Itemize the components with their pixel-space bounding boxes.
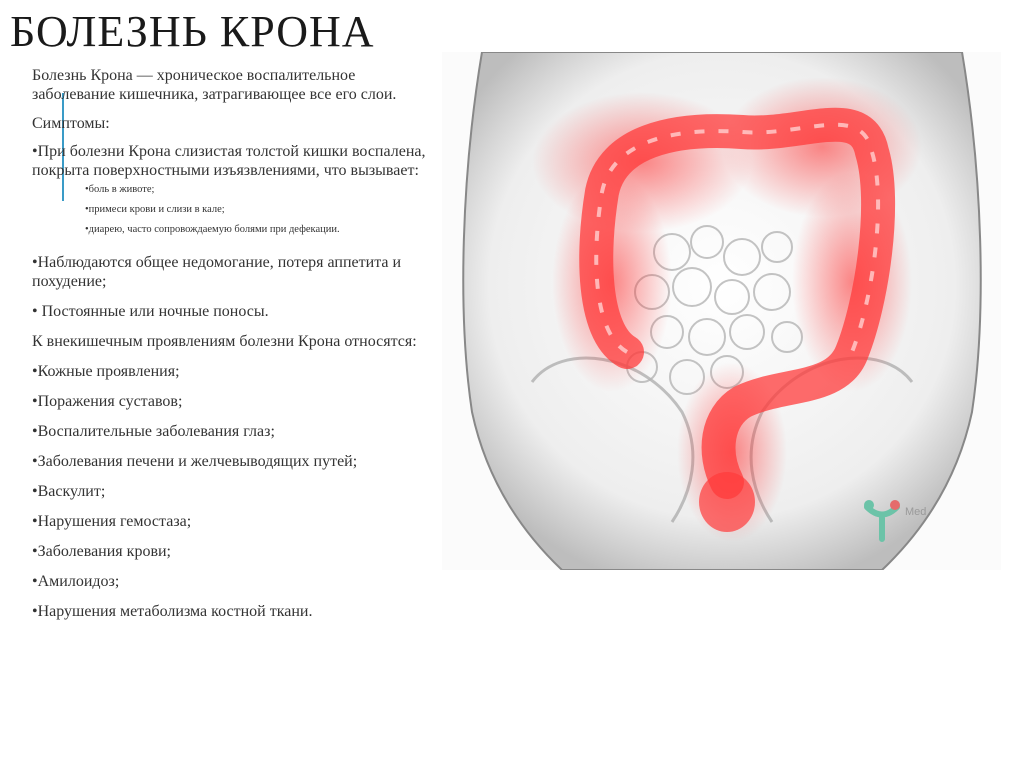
symptom-lead: •При болезни Крона слизистая толстой кишки воспалена, покрыта поверхностными изъязвлениями, что вызывает: [32,143,426,179]
symptom-item: • Постоянные или ночные поносы. [32,303,269,320]
symptom-item: •Наблюдаются общее недомогание, потеря аппетита и похудение; [32,254,402,290]
extra-item: •Васкулит; [32,483,106,500]
sub-item: •примеси крови и слизи в кале; [85,204,225,215]
sub-item: •боль в животе; [85,184,155,195]
extra-item: •Нарушения гемостаза; [32,513,192,530]
symptoms-heading: Симптомы: [32,115,110,132]
extra-heading: К внекишечным проявлениям болезни Крона относятся: [32,333,417,350]
sub-item: •диарею, часто сопровождаемую болями при дефекации. [85,224,340,235]
rectum [699,472,755,532]
intro-text: Болезнь Крона — хроническое воспалительное заболевание кишечника, затрагивающее все его слои. [32,67,397,103]
intestine-drawing [442,52,1001,570]
extra-item: •Заболевания печени и желчевыводящих путей; [32,453,358,470]
extra-item: •Поражения суставов; [32,393,183,410]
extra-item: •Воспалительные заболевания глаз; [32,423,275,440]
extra-item: •Заболевания крови; [32,543,171,560]
logo-text: Med [905,506,927,518]
slide-body [32,66,442,632]
intestine-illustration [442,52,1001,570]
symptom-sub-list [32,180,442,240]
extra-item: •Кожные проявления; [32,363,180,380]
extra-item: •Нарушения метаболизма костной ткани. [32,603,313,620]
slide-title: БОЛЕЗНЬ КРОНА [10,7,375,56]
extra-item: •Амилоидоз; [32,573,120,590]
